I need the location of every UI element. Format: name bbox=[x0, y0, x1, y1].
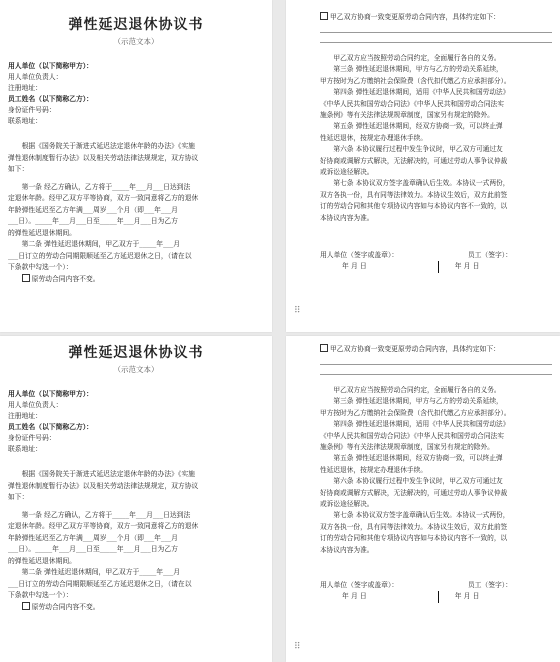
article-line: 双方各执一份，具有同等法律效力。本协议生效后，双方此前签 bbox=[320, 522, 508, 531]
intro-line: 如下： bbox=[8, 165, 29, 173]
checkbox-icon[interactable] bbox=[22, 274, 30, 282]
article-line: 《中华人民共和国劳动合同法》《中华人民共和国劳动合同法实 bbox=[320, 99, 504, 108]
article-line: 第五条 弹性延迟退休期间，经双方协商一致，可以终止弹 bbox=[333, 122, 503, 131]
intro-paragraph bbox=[8, 141, 266, 176]
article-line: 《中华人民共和国劳动合同法》《中华人民共和国劳动合同法实 bbox=[320, 431, 504, 440]
employer-signature-label: 用人单位（签字或盖章）： bbox=[320, 251, 399, 260]
article-line: 本协议内容为准。 bbox=[320, 213, 374, 222]
intro-line: 如下： bbox=[8, 493, 29, 501]
contact-address-line: 联系地址： bbox=[8, 445, 42, 453]
option-changed[interactable] bbox=[320, 344, 552, 355]
blank-line bbox=[320, 364, 552, 365]
drag-handle-icon[interactable]: ⠿ bbox=[294, 642, 301, 652]
party-b-heading: 员工姓名（以下简称乙方）： bbox=[8, 95, 93, 103]
option-unchanged[interactable] bbox=[8, 602, 266, 614]
article-4 bbox=[320, 419, 552, 453]
option-label: 甲乙双方协商一致变更原劳动合同内容，具体约定如下： bbox=[330, 345, 500, 353]
date-row bbox=[320, 591, 552, 602]
article-line: 年龄弹性延迟至乙方年满___周岁___个月（即___年___月 bbox=[8, 205, 178, 214]
document-subtitle: （示范文本） bbox=[113, 37, 159, 46]
article-line: 双方各执一份，具有同等法律效力。本协议生效后，双方此前签 bbox=[320, 190, 508, 199]
signature-row bbox=[320, 250, 552, 261]
intro-line: 根据《国务院关于渐进式延迟法定退休年龄的办法》《实施 bbox=[21, 142, 195, 150]
signature-row bbox=[320, 580, 552, 591]
blank-line bbox=[320, 32, 552, 33]
article-line: 第三条 弹性延迟退休期间，甲方与乙方的劳动关系延续， bbox=[333, 397, 503, 406]
option-label: 原劳动合同内容不变。 bbox=[31, 602, 100, 611]
party-a-rep: 用人单位负责人： bbox=[8, 401, 63, 409]
article-4 bbox=[320, 87, 552, 121]
article-line: 第二条 弹性延迟退休期间，甲乙双方于_____年___月 bbox=[21, 568, 181, 576]
party-a-heading: 用人单位（以下简称甲方）： bbox=[8, 62, 93, 70]
intro-line: 弹性退休制度暂行办法》以及相关劳动法律法规规定，双方协议 bbox=[8, 153, 199, 162]
article-6 bbox=[320, 144, 552, 178]
employee-date: 年 月 日 bbox=[454, 262, 480, 271]
article-7 bbox=[320, 178, 552, 224]
page-right-top bbox=[286, 0, 560, 332]
article-line: ___日订立的劳动合同期限顺延至乙方延迟退休之日，（请在以 bbox=[8, 579, 192, 588]
address-line: 注册地址： bbox=[8, 84, 42, 92]
article-line: 年龄弹性延迟至乙方年满___周岁___个月（即___年___月 bbox=[8, 533, 178, 542]
article-5 bbox=[320, 453, 552, 476]
article-line: 性延迟退休，按规定办理退休手续。 bbox=[320, 465, 427, 474]
checkbox-icon[interactable] bbox=[22, 602, 30, 610]
text-cursor bbox=[438, 261, 439, 273]
article-line: 第一条 经乙方确认，乙方将于_____年___月___日达到法 bbox=[21, 510, 191, 519]
article-7 bbox=[320, 510, 552, 556]
page-left-bottom bbox=[0, 336, 272, 662]
article-line: 或诉讼途径解决。 bbox=[320, 168, 374, 177]
article-line: 第四条 弹性延迟退休期间，适用《中华人民共和国劳动法》 bbox=[333, 88, 510, 97]
intro-line: 根据《国务院关于渐进式延迟法定退休年龄的办法》《实施 bbox=[21, 470, 195, 478]
article-2 bbox=[8, 239, 266, 285]
article-line: 第六条 本协议履行过程中发生争议时，甲乙双方可通过友 bbox=[333, 477, 503, 486]
article-2 bbox=[8, 567, 266, 613]
text-cursor bbox=[438, 591, 439, 603]
address-line: 注册地址： bbox=[8, 412, 42, 420]
option-unchanged[interactable] bbox=[8, 274, 266, 286]
option-label: 甲乙双方协商一致变更原劳动合同内容，具体约定如下： bbox=[330, 13, 500, 21]
drag-handle-icon[interactable]: ⠿ bbox=[294, 306, 301, 316]
document-title: 弹性延迟退休协议书 bbox=[68, 17, 204, 33]
article-3 bbox=[320, 64, 552, 87]
article-line: 好协商或调解方式解决，无法解决的，可通过劳动人事争议仲裁 bbox=[320, 488, 508, 497]
page-right-bottom bbox=[286, 336, 560, 662]
article-line: 本协议内容为准。 bbox=[320, 545, 374, 554]
article-line: 甲方按时为乙方缴纳社会保险费（含代扣代缴乙方应承担部分）。 bbox=[320, 76, 511, 85]
article-6 bbox=[320, 476, 552, 510]
article-line: 的弹性延迟退休期间。 bbox=[8, 228, 76, 237]
article-line: ___日）。_____年___月___日至_____年___月___日为乙方 bbox=[8, 217, 178, 225]
article-line: 或诉讼途径解决。 bbox=[320, 500, 374, 509]
document-title: 弹性延迟退休协议书 bbox=[68, 345, 204, 361]
article-line: 施条例》等有关法律法规规章制度，国家另有规定的除外。 bbox=[320, 111, 494, 120]
article-line: 施条例》等有关法律法规规章制度，国家另有规定的除外。 bbox=[320, 443, 494, 452]
employer-signature-label: 用人单位（签字或盖章）： bbox=[320, 581, 399, 590]
article-line: 第七条 本协议双方签字盖章确认后生效。本协议一式两份， bbox=[333, 511, 510, 520]
intro-paragraph bbox=[8, 469, 266, 504]
employee-signature-label: 员工（签字）： bbox=[467, 581, 512, 590]
article-3 bbox=[320, 396, 552, 419]
contact-address-line: 联系地址： bbox=[8, 117, 42, 125]
option-label: 原劳动合同内容不变。 bbox=[31, 274, 100, 283]
article-line: 第一条 经乙方确认，乙方将于_____年___月___日达到法 bbox=[21, 182, 191, 191]
article-line: 性延迟退休，按规定办理退休手续。 bbox=[320, 133, 427, 142]
article-line: 订的劳动合同和其他专项协议内容如与本协议内容不一致的，以 bbox=[320, 202, 508, 211]
party-b-heading: 员工姓名（以下简称乙方）： bbox=[8, 423, 93, 431]
employer-date: 年 月 日 bbox=[342, 592, 367, 601]
article-line: 第七条 本协议双方签字盖章确认后生效。本协议一式两份， bbox=[333, 179, 510, 188]
article-line: 定退休年龄。经甲乙双方平等协商，双方一致同意将乙方的退休 bbox=[8, 194, 199, 202]
article-line: ___日）。_____年___月___日至_____年___月___日为乙方 bbox=[8, 545, 178, 553]
document-subtitle: （示范文本） bbox=[113, 365, 159, 374]
article-1 bbox=[8, 182, 266, 240]
article-line: 的弹性延迟退休期间。 bbox=[8, 556, 76, 565]
obligations-paragraph: 甲乙双方应当按照劳动合同约定，全面履行各自的义务。 bbox=[333, 386, 501, 394]
option-changed[interactable] bbox=[320, 12, 552, 23]
obligations-paragraph: 甲乙双方应当按照劳动合同约定，全面履行各自的义务。 bbox=[333, 54, 501, 62]
employee-date: 年 月 日 bbox=[454, 592, 480, 601]
party-a-heading: 用人单位（以下简称甲方）： bbox=[8, 390, 93, 398]
article-line: 第二条 弹性延迟退休期间，甲乙双方于_____年___月 bbox=[21, 240, 181, 248]
article-line: 订的劳动合同和其他专项协议内容如与本协议内容不一致的，以 bbox=[320, 534, 508, 543]
id-number-line: 身份证件号码： bbox=[8, 434, 56, 442]
article-line: 下条款中勾选一个）： bbox=[8, 263, 73, 271]
party-a-rep: 用人单位负责人： bbox=[8, 73, 63, 81]
date-row bbox=[320, 261, 552, 272]
employee-signature-label: 员工（签字）： bbox=[467, 251, 512, 260]
employer-date: 年 月 日 bbox=[342, 262, 367, 271]
checkbox-icon[interactable] bbox=[320, 12, 328, 20]
article-line: 第四条 弹性延迟退休期间，适用《中华人民共和国劳动法》 bbox=[333, 420, 510, 429]
article-line: 下条款中勾选一个）： bbox=[8, 591, 73, 599]
page-left-top bbox=[0, 0, 272, 332]
article-line: 第六条 本协议履行过程中发生争议时，甲乙双方可通过友 bbox=[333, 145, 503, 154]
checkbox-icon[interactable] bbox=[320, 344, 328, 352]
article-line: 第三条 弹性延迟退休期间，甲方与乙方的劳动关系延续， bbox=[333, 65, 503, 74]
id-number-line: 身份证件号码： bbox=[8, 106, 56, 114]
article-line: 第五条 弹性延迟退休期间，经双方协商一致，可以终止弹 bbox=[333, 454, 503, 463]
article-line: 好协商或调解方式解决，无法解决的，可通过劳动人事争议仲裁 bbox=[320, 156, 508, 165]
article-line: 甲方按时为乙方缴纳社会保险费（含代扣代缴乙方应承担部分）。 bbox=[320, 408, 511, 417]
article-line: 定退休年龄。经甲乙双方平等协商，双方一致同意将乙方的退休 bbox=[8, 522, 199, 530]
intro-line: 弹性退休制度暂行办法》以及相关劳动法律法规规定，双方协议 bbox=[8, 481, 199, 490]
article-line: ___日订立的劳动合同期限顺延至乙方延迟退休之日，（请在以 bbox=[8, 251, 192, 260]
article-1 bbox=[8, 510, 266, 568]
article-5 bbox=[320, 121, 552, 144]
